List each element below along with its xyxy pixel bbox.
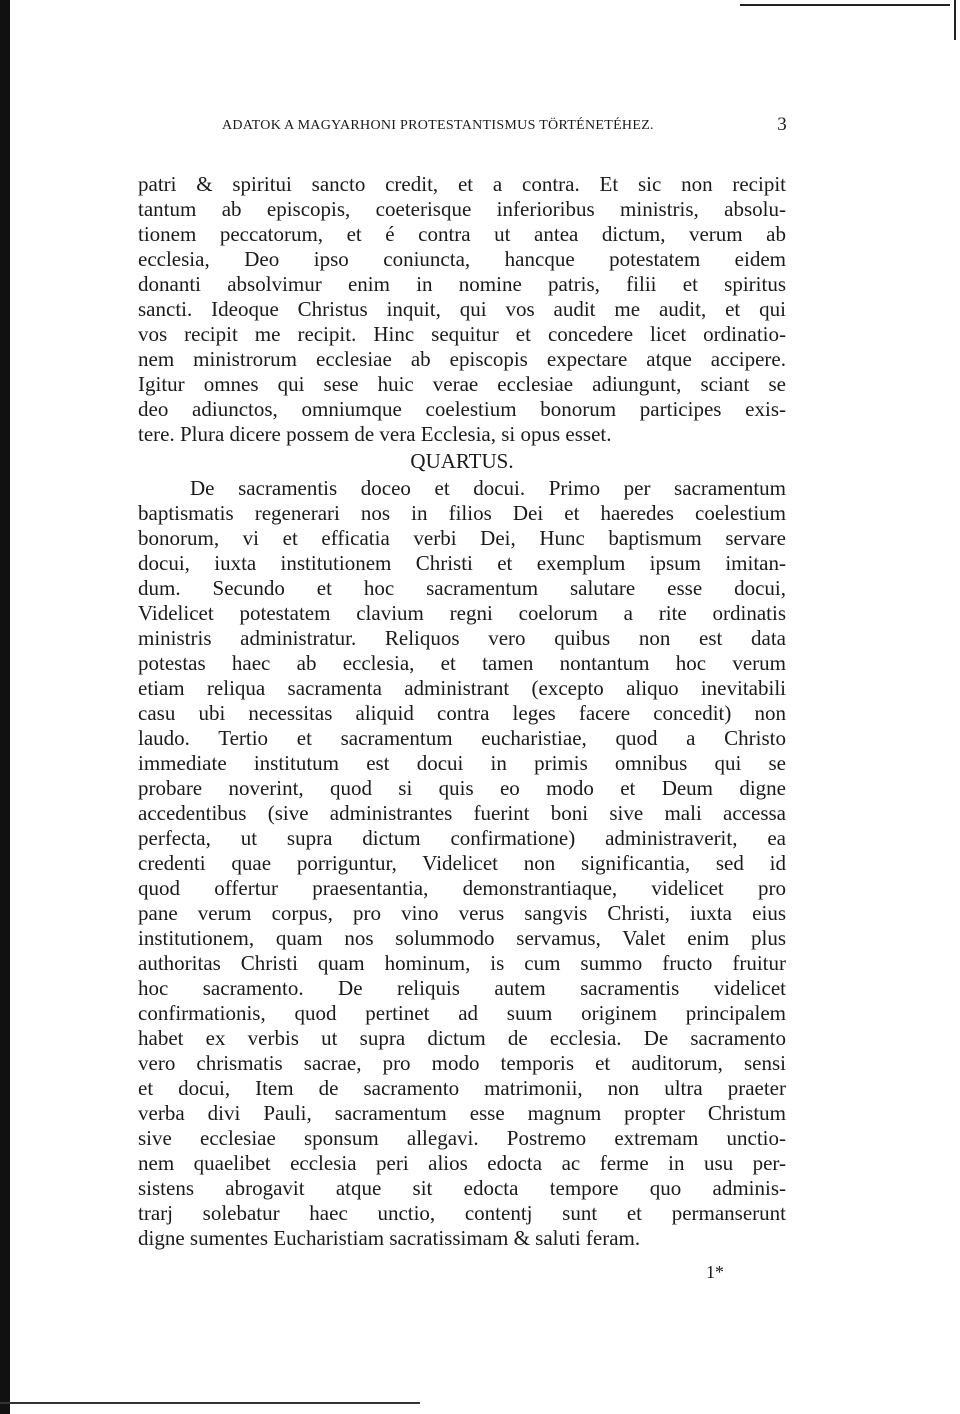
text-line: tere. Plura dicere possem de vera Ecclesia, si opus esset.	[138, 422, 612, 446]
text-line: bonorum, vi et efficatia verbi Dei, Hunc baptismum servare	[138, 526, 786, 550]
text-line: verba divi Pauli, sacramentum esse magnum propter Christum	[138, 1101, 786, 1125]
body-text	[138, 172, 786, 1251]
text-line: ecclesia, Deo ipso coniuncta, hancque potestatem eidem	[138, 247, 786, 271]
text-line: digne sumentes Eucharistiam sacratissimam & saluti feram.	[138, 1226, 641, 1250]
text-line: casu ubi necessitas aliquid contra leges facere concedit) non	[138, 701, 786, 725]
text-line: authoritas Christi quam hominum, is cum summo fructo fruitur	[138, 951, 786, 975]
text-line: donanti absolvimur enim in nomine patris, filii et spiritus	[138, 272, 786, 296]
text-line: tantum ab episcopis, coeterisque inferioribus ministris, absolu-	[138, 197, 786, 221]
text-line: trarj solebatur haec unctio, contentj sunt et permanserunt	[138, 1201, 786, 1225]
text-line: credenti quae porriguntur, Videlicet non significantia, sed id	[138, 851, 786, 875]
text-line: Videlicet potestatem clavium regni coelorum a rite ordinatis	[138, 601, 786, 625]
text-line: tionem peccatorum, et é contra ut antea dictum, verum ab	[138, 222, 786, 246]
text-line: Igitur omnes qui sese huic verae ecclesiae adiungunt, sciant se	[138, 372, 786, 396]
text-line: nem ministrorum ecclesiae ab episcopis expectare atque accipere.	[138, 347, 786, 371]
text-line: ministris administratur. Reliquos vero quibus non est data	[138, 626, 786, 650]
text-line: laudo. Tertio et sacramentum eucharistiae, quod a Christo	[138, 726, 786, 750]
text-line: nem quaelibet ecclesia peri alios edocta ac ferme in usu per-	[138, 1151, 786, 1175]
scan-bottom-rule	[0, 1402, 420, 1404]
text-line: deo adiunctos, omniumque coelestium bonorum participes exis-	[138, 397, 786, 421]
scan-top-rule	[740, 4, 950, 6]
text-line: quod offertur praesentantia, demonstrantiaque, videlicet pro	[138, 876, 786, 900]
text-line: vos recipit me recipit. Hinc sequitur et concedere licet ordinatio-	[138, 322, 786, 346]
running-header-title: ADATOK A MAGYARHONI PROTESTANTISMUS TÖRTÉNETÉHEZ.	[222, 118, 654, 133]
section-heading: QUARTUS.	[410, 449, 514, 473]
text-line: dum. Secundo et hoc sacramentum salutare esse docui,	[138, 576, 786, 600]
text-line: patri & spiritui sancto credit, et a contra. Et sic non recipit	[138, 172, 786, 196]
signature-mark: 1*	[706, 1262, 724, 1282]
text-line: sancti. Ideoque Christus inquit, qui vos audit me audit, et qui	[138, 297, 786, 321]
text-line: probare noverint, quod si quis eo modo et Deum digne	[138, 776, 786, 800]
text-line: et docui, Item de sacramento matrimonii, non ultra praeter	[138, 1076, 786, 1100]
text-line: accedentibus (sive administrantes fuerint boni sive mali accessa	[138, 801, 786, 825]
text-line: docui, iuxta institutionem Christi et exemplum ipsum imitan-	[138, 551, 786, 575]
text-line: baptismatis regenerari nos in filios Dei et haeredes coelestium	[138, 501, 786, 525]
page-number: 3	[777, 114, 787, 135]
text-line: etiam reliqua sacramenta administrant (excepto aliquo inevitabili	[138, 676, 786, 700]
text-line: habet ex verbis ut supra dictum de ecclesia. De sacramento	[138, 1026, 786, 1050]
text-line: hoc sacramento. De reliquis autem sacramentis videlicet	[138, 976, 786, 1000]
text-line: vero chrismatis sacrae, pro modo temporis et auditorum, sensi	[138, 1051, 786, 1075]
text-line: immediate institutum est docui in primis omnibus qui se	[138, 751, 786, 775]
text-line: confirmationis, quod pertinet ad suum originem principalem	[138, 1001, 786, 1025]
text-line: institutionem, quam nos solummodo servamus, Valet enim plus	[138, 926, 786, 950]
running-header	[222, 114, 787, 135]
scan-edge-bar	[0, 0, 10, 1414]
text-line: pane verum corpus, pro vino verus sangvis Christi, iuxta eius	[138, 901, 786, 925]
text-line: De sacramentis doceo et docui. Primo per sacramentum	[190, 476, 786, 500]
scan-right-rule	[954, 0, 956, 40]
text-line: potestas haec ab ecclesia, et tamen nontantum hoc verum	[138, 651, 786, 675]
text-line: sistens abrogavit atque sit edocta tempore quo adminis-	[138, 1176, 786, 1200]
text-line: perfecta, ut supra dictum confirmatione) administraverit, ea	[138, 826, 786, 850]
text-line: sive ecclesiae sponsum allegavi. Postremo extremam unctio-	[138, 1126, 786, 1150]
